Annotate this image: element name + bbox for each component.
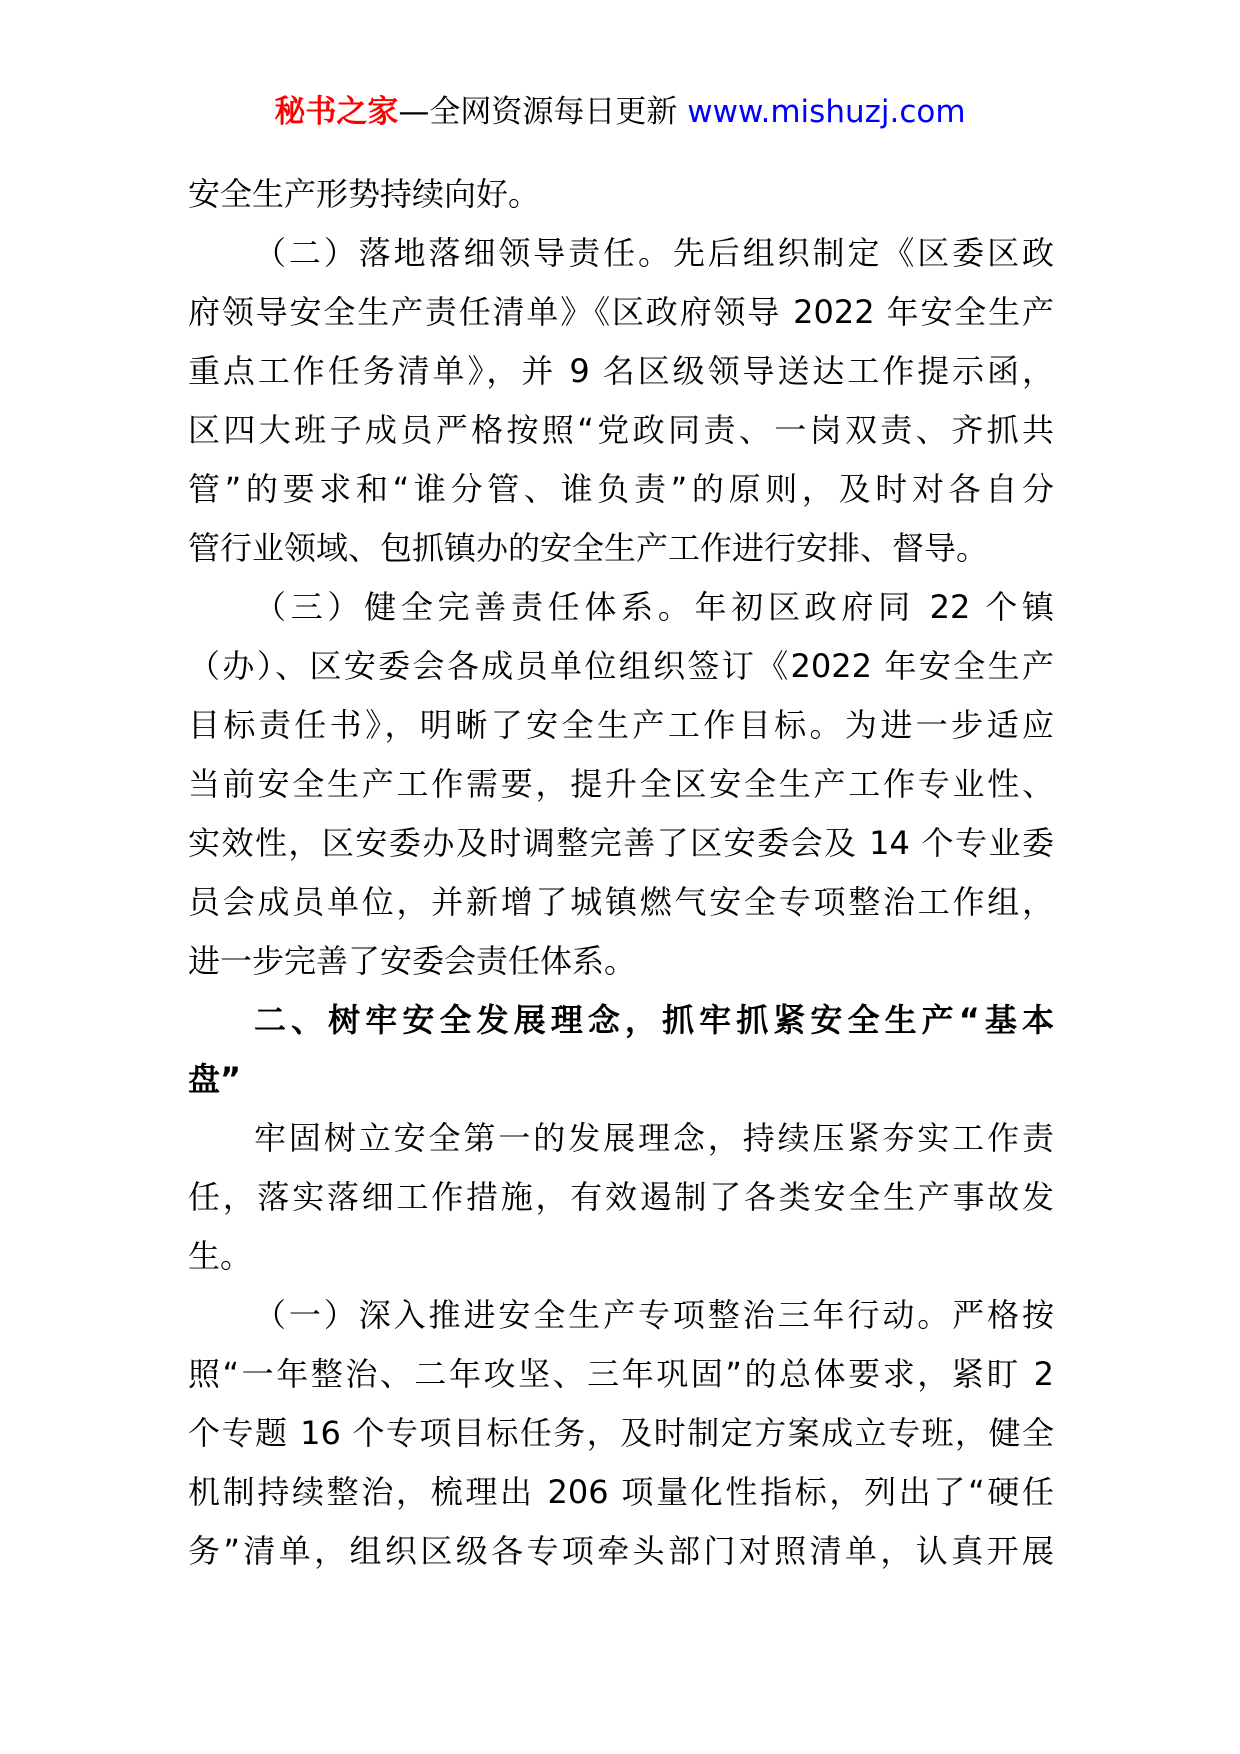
- text-line: （一）深入推进安全生产专项整治三年行动。严格按: [254, 1296, 1054, 1334]
- text-line: （办）、区安委会各成员单位组织签订《2022 年安全生产: [188, 647, 1054, 685]
- text-line: 目标责任书》，明晰了安全生产工作目标。为进一步适应: [188, 706, 1054, 744]
- text-line: 个专题 16 个专项目标任务，及时制定方案成立专班，健全: [188, 1414, 1054, 1452]
- text-line: 实效性，区安委办及时调整完善了区安委会及 14 个专业委: [188, 824, 1054, 862]
- site-header: [0, 92, 1240, 132]
- text-line: 牢固树立安全第一的发展理念，持续压紧夯实工作责: [254, 1119, 1054, 1157]
- text-line: 府领导安全生产责任清单》《区政府领导 2022 年安全生产: [188, 293, 1054, 331]
- text-line: 务”清单，组织区级各专项牵头部门对照清单，认真开展: [188, 1532, 1054, 1570]
- text-line: （二）落地落细领导责任。先后组织制定《区委区政: [254, 234, 1054, 272]
- text-line: 重点工作任务清单》，并 9 名区级领导送达工作提示函，: [188, 352, 1054, 390]
- text-line: 管”的要求和“谁分管、谁负责”的原则，及时对各自分: [188, 470, 1054, 508]
- section-heading: 盘”: [188, 1060, 242, 1098]
- section-heading: 二、树牢安全发展理念，抓牢抓紧安全生产“基本: [254, 1001, 1054, 1039]
- text-line: 机制持续整治，梳理出 206 项量化性指标，列出了“硬任: [188, 1473, 1054, 1511]
- text-line: 照“一年整治、二年攻坚、三年巩固”的总体要求，紧盯 2: [188, 1355, 1054, 1393]
- text-line: 区四大班子成员严格按照“党政同责、一岗双责、齐抓共: [188, 411, 1054, 449]
- text-line: 进一步完善了安委会责任体系。: [188, 942, 637, 980]
- site-url-link[interactable]: www.mishuzj.com: [687, 94, 966, 130]
- text-line: 员会成员单位，并新增了城镇燃气安全专项整治工作组，: [188, 883, 1054, 921]
- header-slogan: —全网资源每日更新: [398, 94, 688, 130]
- text-line: 管行业领域、包抓镇办的安全生产工作进行安排、督导。: [188, 529, 989, 567]
- text-line: 当前安全生产工作需要，提升全区安全生产工作专业性、: [188, 765, 1054, 803]
- text-line: 安全生产形势持续向好。: [188, 175, 541, 213]
- text-line: 生。: [188, 1237, 253, 1275]
- text-line: （三）健全完善责任体系。年初区政府同 22 个镇: [254, 588, 1054, 626]
- text-line: 任，落实落细工作措施，有效遏制了各类安全生产事故发: [188, 1178, 1054, 1216]
- document-body: [188, 165, 1054, 1581]
- brand-name: 秘书之家: [274, 94, 399, 130]
